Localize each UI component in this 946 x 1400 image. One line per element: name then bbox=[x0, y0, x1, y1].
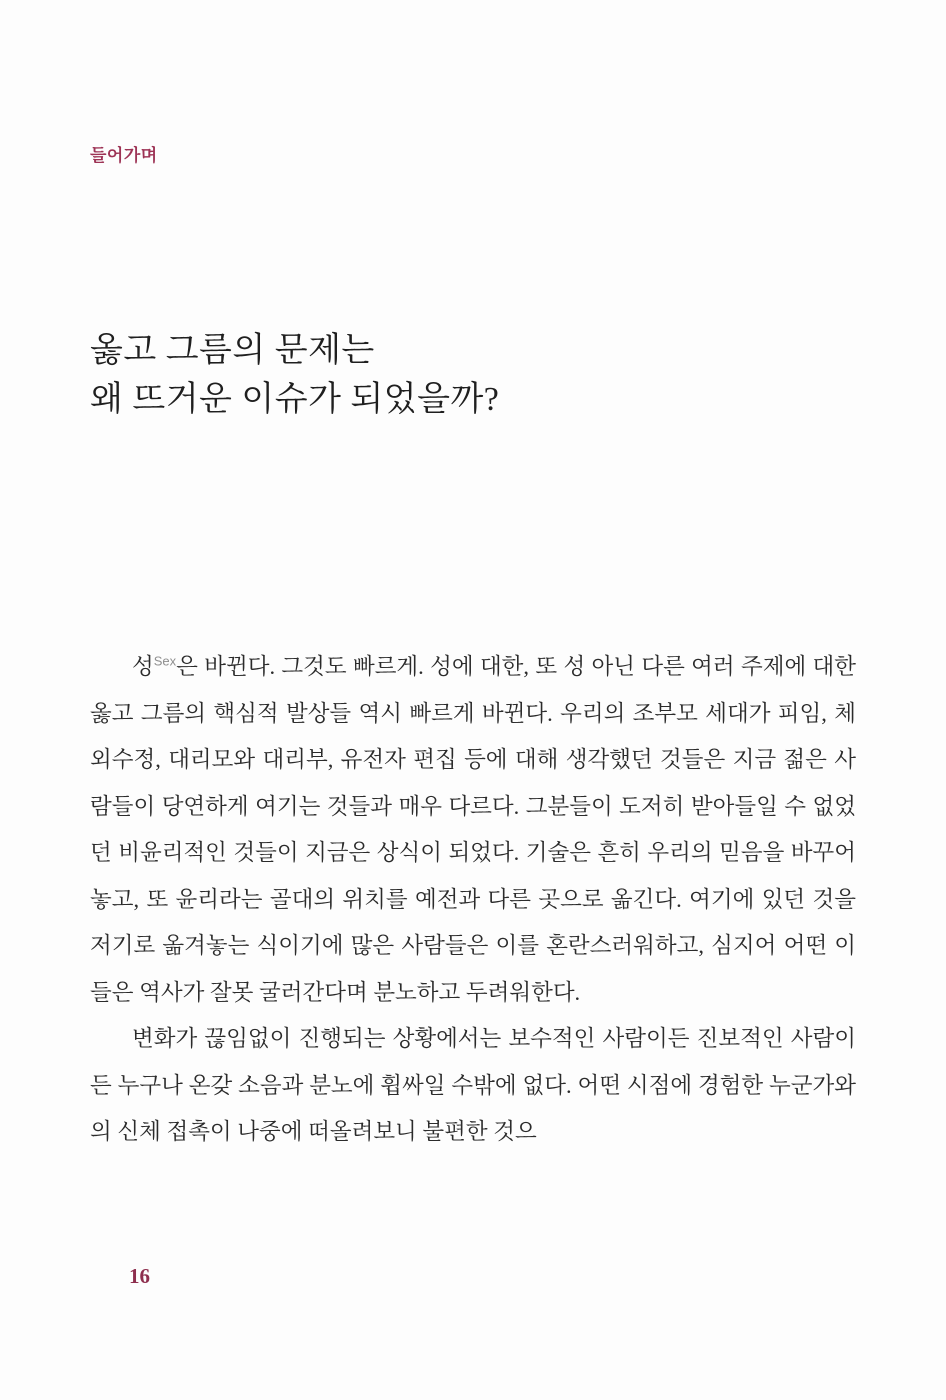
page-number: 16 bbox=[129, 1264, 150, 1288]
chapter-title bbox=[90, 326, 499, 424]
paragraph-1-text: 은 바뀐다. 그것도 빠르게. 성에 대한, 또 성 아닌 다른 여러 주제에 대한 옳고 그름의 핵심적 발상들 역시 빠르게 바뀐다. 우리의 조부모 세대가 피임, 체외수정, 대리모와 대리부, 유전자 편집 등에 대해 생각했던 것들은 지금 젊은 사람들이 당연하게 여기는 것들과 매우 다르다. 그분들이 도저히 받아들일 수 없었던 비윤리적인 것들이 지금은 상식이 되었다. 기술은 흔히 우리의 믿음을 바꾸어놓고, 또 윤리라는 골대의 위치를 예전과 다른 곳으로 옮긴다. 여기에 있던 것을 저기로 옮겨놓는 식이기에 많은 사람들은 이를 혼란스러워하고, 심지어 어떤 이들은 역사가 잘못 굴러간다며 분노하고 두려워한다. bbox=[90, 654, 856, 1005]
paragraph-1-superscript-sex: Sex bbox=[153, 653, 177, 669]
body-text bbox=[90, 644, 856, 1156]
paragraph-2: 변화가 끊임없이 진행되는 상황에서는 보수적인 사람이든 진보적인 사람이든 누구나 온갖 소음과 분노에 휩싸일 수밖에 없다. 어떤 시점에 경험한 누군가와의 신체 접촉이 나중에 떠올려보니 불편한 것으 bbox=[90, 1026, 856, 1144]
chapter-title-line-2: 왜 뜨거운 이슈가 되었을까? bbox=[90, 381, 500, 418]
paragraph-1 bbox=[90, 644, 856, 1016]
chapter-title-line-1: 옳고 그름의 문제는 bbox=[90, 332, 375, 369]
section-label: 들어가며 bbox=[90, 146, 158, 165]
paragraph-1-lead-word: 성 bbox=[132, 654, 154, 679]
